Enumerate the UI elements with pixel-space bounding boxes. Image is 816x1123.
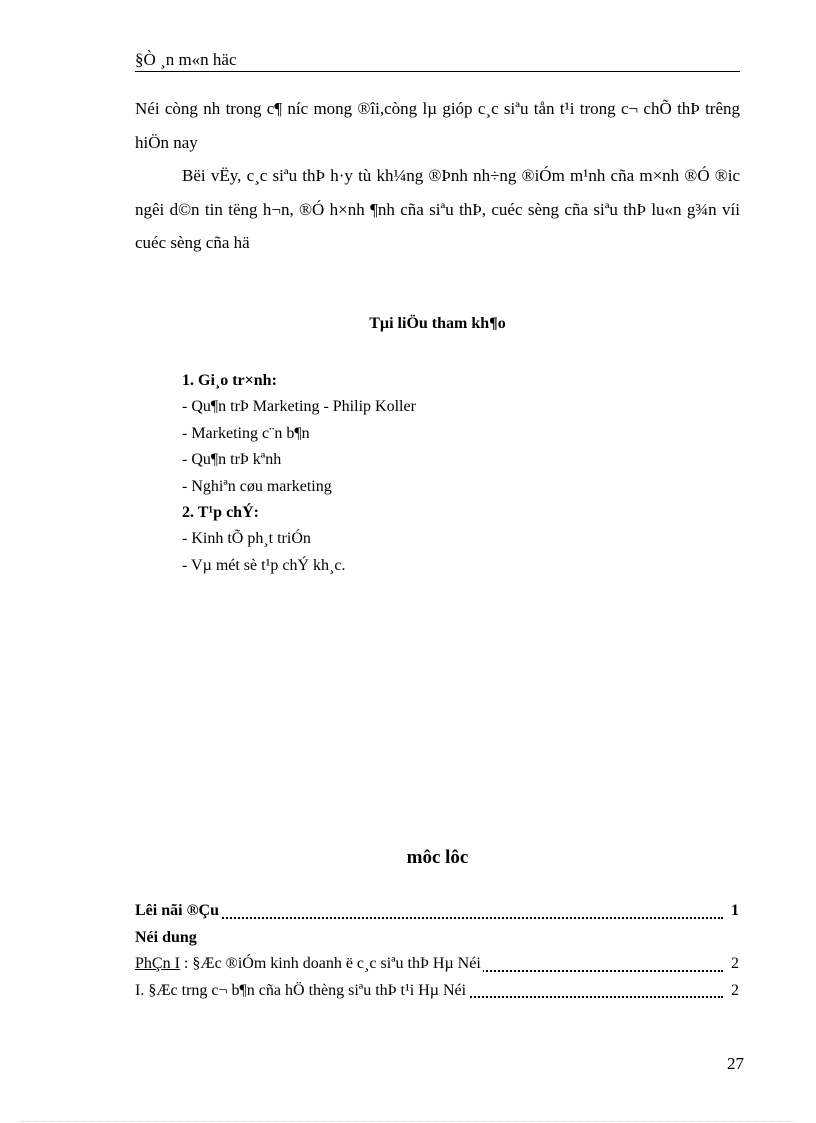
toc-entry-page: 1 [729,899,739,923]
body-paragraph-1: Néi còng nh trong c¶ níc mong ®îi,còng lµ gióp c¸c siªu tån t¹i trong c¬ chÕ thÞ trêng hiÖn nay [135,99,740,152]
toc-entry-text-wrap [135,955,483,972]
reference-item: - Kinh tÕ ph¸t triÓn [182,530,311,548]
page-header: §Ò ¸n m«n häc [135,50,740,72]
toc-entry-section-1[interactable] [135,979,739,1006]
reference-item: 1. Gi¸o tr×nh: [182,372,277,389]
reference-item: - Qu¶n trÞ Marketing - Philip Koller [182,398,416,416]
reference-item: - Marketing c¨n b¶n [182,424,310,442]
toc-entry-text: Néi dung [135,928,197,946]
toc-entry-text: Lêi nãi ®Çu [135,902,219,919]
toc-title: môc lôc [406,847,469,868]
toc-entry-text: I. §Æc trng c¬ b¶n cña hÖ thèng siªu thÞ t¹i Hµ Néi [135,981,467,999]
reference-item: - Qu¶n trÞ kªnh [182,451,282,469]
toc-leader [135,917,723,919]
body-paragraph-2: Bëi vËy, c¸c siªu thÞ h·y tù kh¼ng ®Þnh nh÷ng ®iÓm m¹nh cña m×nh ®Ó ®ic ngêi d©n tin tëng h¬n, ®Ó h×nh ¶nh cña siªu thÞ, cuéc sèng cña siªu thÞ lu«n g¾n víi cuéc sèng cña hä [135,166,740,252]
toc-entry-prefix: PhÇn I [135,955,180,972]
page-bottom-edge [20,1121,796,1122]
references-list [182,368,416,579]
toc-entry-content[interactable] [135,926,739,953]
references-title: Tµi liÖu tham kh¶o [369,315,506,332]
toc-entry-page: 2 [729,952,739,976]
table-of-contents [135,899,739,1005]
toc-entry-text: : §Æc ®iÓm kinh doanh ë c¸c siªu thÞ Hµ Néi [179,955,481,972]
toc-entry-page: 2 [729,979,739,1003]
toc-entry-intro[interactable] [135,899,739,926]
page-number: 27 [727,1054,744,1073]
reference-item: - Vµ mét sè t¹p chÝ kh¸c. [182,556,346,574]
reference-item: 2. T¹p chÝ: [182,504,259,522]
toc-entry-part-1[interactable] [135,952,739,979]
reference-item: - Nghiªn cøu marketing [182,477,332,495]
